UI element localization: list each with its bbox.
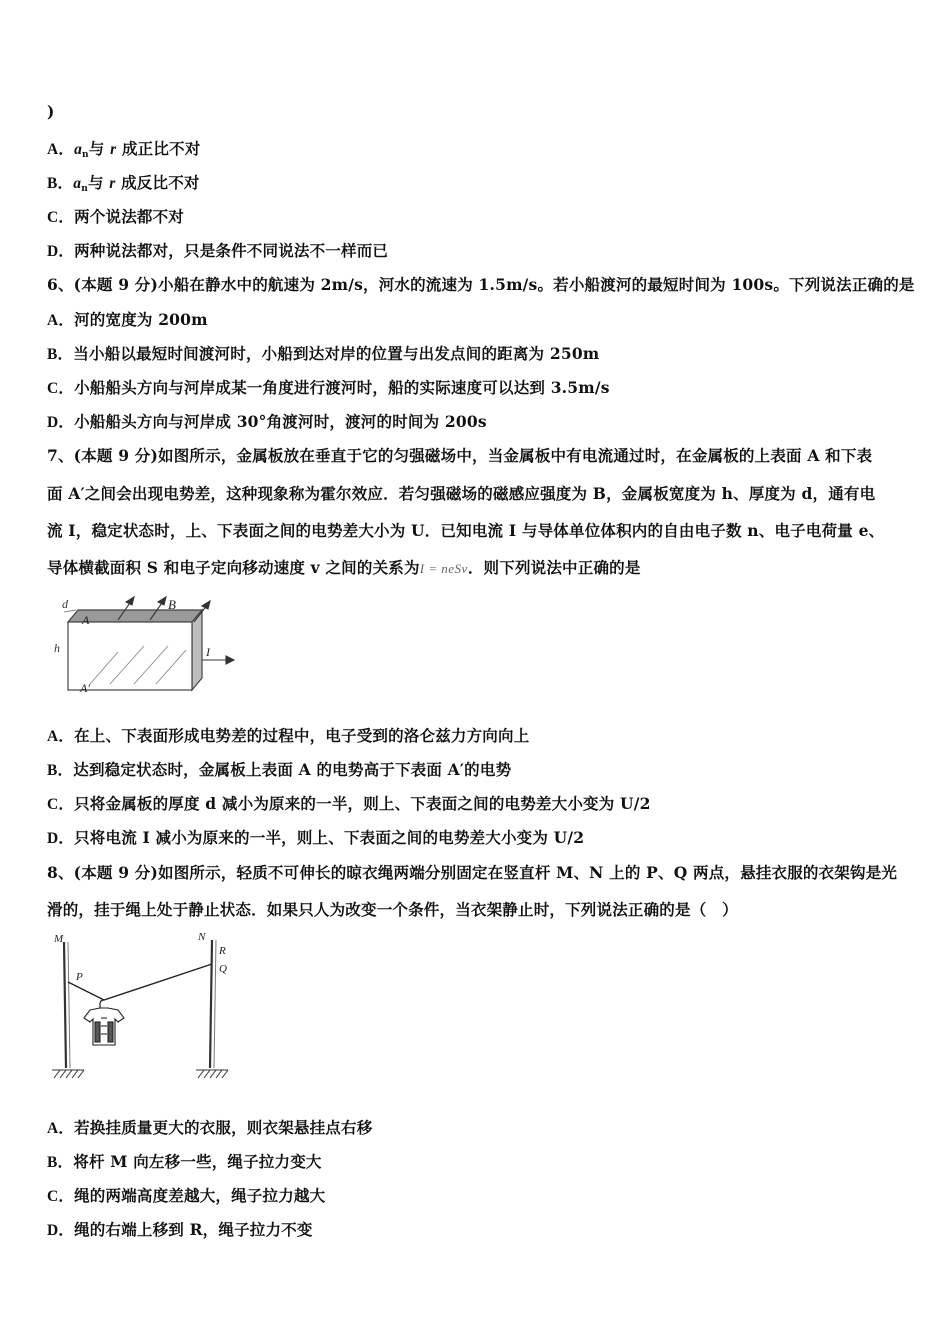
q7-stem-line4 bbox=[47, 556, 641, 578]
hanger-hook bbox=[100, 1000, 104, 1008]
var-a: a bbox=[73, 175, 82, 192]
option-letter: A． bbox=[47, 312, 75, 329]
q7-stem-text-b: ．则下列说法中正确的是 bbox=[467, 558, 641, 577]
option-text: 当小船以最短时间渡河时，小船到达对岸的位置与出发点间的距离为 250m bbox=[73, 344, 600, 363]
option-text: 绳的两端高度差越大，绳子拉力越大 bbox=[74, 1186, 326, 1205]
option-text: 两个说法都不对 bbox=[74, 207, 184, 226]
q7-formula: I = neSv bbox=[419, 561, 468, 576]
q8-stem-line1: 8、(本题 9 分)如图所示，轻质不可伸长的晾衣绳两端分别固定在竖直杆 M、N 上的 P、Q 两点，悬挂衣服的衣架钩是光 bbox=[47, 863, 898, 882]
q8-option-b[interactable] bbox=[47, 1150, 322, 1172]
option-letter: A． bbox=[47, 1120, 75, 1137]
q7-option-a[interactable] bbox=[47, 724, 529, 746]
q7-stem-line2: 面 A′之间会出现电势差，这种现象称为霍尔效应．若匀强磁场的磁感应强度为 B，金属板宽度为 h、厚度为 d，通有电 bbox=[47, 484, 876, 503]
option-letter: A． bbox=[47, 141, 75, 158]
option-mid: 与 bbox=[87, 173, 104, 192]
q7-option-d[interactable] bbox=[47, 826, 584, 848]
pole-n bbox=[210, 940, 212, 1068]
option-text: 成反比不对 bbox=[121, 173, 200, 192]
q8-option-d[interactable] bbox=[47, 1218, 313, 1240]
q6-option-a[interactable] bbox=[47, 308, 208, 330]
q5-option-b[interactable] bbox=[47, 171, 200, 194]
hall-effect-figure bbox=[50, 594, 240, 698]
pole-m bbox=[64, 942, 66, 1068]
label-p: P bbox=[76, 971, 83, 983]
var-r: r bbox=[110, 141, 117, 158]
q7-option-c[interactable] bbox=[47, 792, 651, 814]
q7-stem-line1: 7、(本题 9 分)如图所示，金属板放在垂直于它的匀强磁场中，当金属板中有电流通过时，在金属板的上表面 A 和下表 bbox=[47, 446, 873, 465]
label-a: A bbox=[82, 613, 90, 627]
q8-option-a[interactable] bbox=[47, 1116, 372, 1138]
label-h: h bbox=[54, 641, 60, 655]
q8-option-c[interactable] bbox=[47, 1184, 325, 1206]
option-text: 若换挂质量更大的衣服，则衣架悬挂点右移 bbox=[74, 1118, 373, 1137]
clothesline-figure bbox=[48, 928, 248, 1088]
option-letter: C． bbox=[47, 1188, 75, 1205]
q6-option-b[interactable] bbox=[47, 342, 599, 364]
option-letter: B． bbox=[47, 346, 74, 363]
q5-option-c[interactable] bbox=[47, 205, 184, 227]
q5-close-paren: ) bbox=[47, 102, 55, 121]
rope bbox=[68, 964, 212, 1000]
option-letter: D． bbox=[47, 243, 75, 260]
plate-front-face bbox=[68, 622, 192, 690]
q7-stem-text-a: 导体横截面积 S 和电子定向移动速度 v 之间的关系为 bbox=[47, 558, 420, 577]
option-letter: D． bbox=[47, 830, 75, 847]
q5-option-d[interactable] bbox=[47, 239, 388, 261]
ground-hatching bbox=[52, 1070, 228, 1078]
option-text: 绳的右端上移到 R，绳子拉力不变 bbox=[74, 1220, 313, 1239]
option-letter: B． bbox=[47, 762, 74, 779]
option-letter: A． bbox=[47, 728, 75, 745]
q8-stem-line2: 滑的，挂于绳上处于静止状态．如果只人为改变一个条件，当衣架静止时，下列说法正确的是（ ） bbox=[47, 900, 738, 919]
option-letter: C． bbox=[47, 209, 75, 226]
q7-option-b[interactable] bbox=[47, 758, 511, 780]
q7-stem-line3: 流 I，稳定状态时，上、下表面之间的电势差大小为 U．已知电流 I 与导体单位体积内的自由电子数 n、电子电荷量 e、 bbox=[47, 521, 885, 540]
option-letter: C． bbox=[47, 796, 75, 813]
option-text: 在上、下表面形成电势差的过程中，电子受到的洛仑兹力方向向上 bbox=[74, 726, 530, 745]
option-text: 小船船头方向与河岸成某一角度进行渡河时，船的实际速度可以达到 3.5m/s bbox=[74, 378, 610, 397]
option-text: 将杆 M 向左移一些，绳子拉力变大 bbox=[73, 1152, 322, 1171]
q6-option-d[interactable] bbox=[47, 410, 487, 432]
option-text: 达到稳定状态时，金属板上表面 A 的电势高于下表面 A′的电势 bbox=[73, 760, 512, 779]
option-text: 只将电流 I 减小为原来的一半，则上、下表面之间的电势差大小变为 U/2 bbox=[74, 828, 585, 847]
option-letter: D． bbox=[47, 1222, 75, 1239]
option-letter: B． bbox=[47, 1154, 74, 1171]
option-text: 河的宽度为 200m bbox=[74, 310, 208, 329]
label-n: N bbox=[198, 931, 206, 943]
q5-option-a[interactable] bbox=[47, 137, 200, 160]
label-m: M bbox=[54, 933, 64, 945]
label-q: Q bbox=[219, 963, 227, 975]
label-d: d bbox=[62, 597, 68, 611]
var-sub: n bbox=[82, 150, 89, 160]
option-text: 只将金属板的厚度 d 减小为原来的一半，则上、下表面之间的电势差大小变为 U/2 bbox=[74, 794, 651, 813]
q6-stem: 6、(本题 9 分)小船在静水中的航速为 2m/s，河水的流速为 1.5m/s。若小船渡河的最短时间为 100s。下列说法正确的是 bbox=[47, 275, 915, 294]
q6-option-c[interactable] bbox=[47, 376, 610, 398]
plate-right-face bbox=[192, 610, 202, 690]
option-text: 小船船头方向与河岸成 30°角渡河时，渡河的时间为 200s bbox=[74, 412, 487, 431]
var-r: r bbox=[109, 175, 116, 192]
var-sub: n bbox=[81, 184, 88, 194]
option-text: 成正比不对 bbox=[121, 139, 201, 158]
label-a-prime: A′ bbox=[80, 681, 90, 695]
option-letter: D． bbox=[47, 414, 75, 431]
option-text: 两种说法都对，只是条件不同说法不一样而已 bbox=[74, 241, 389, 260]
label-i: I bbox=[206, 645, 210, 659]
shirt-icon bbox=[84, 1008, 124, 1045]
label-b: B bbox=[168, 597, 176, 612]
option-mid: 与 bbox=[88, 139, 105, 158]
option-letter: C． bbox=[47, 380, 75, 397]
var-a: a bbox=[74, 141, 83, 158]
label-r: R bbox=[219, 945, 226, 957]
option-letter: B． bbox=[47, 175, 74, 192]
